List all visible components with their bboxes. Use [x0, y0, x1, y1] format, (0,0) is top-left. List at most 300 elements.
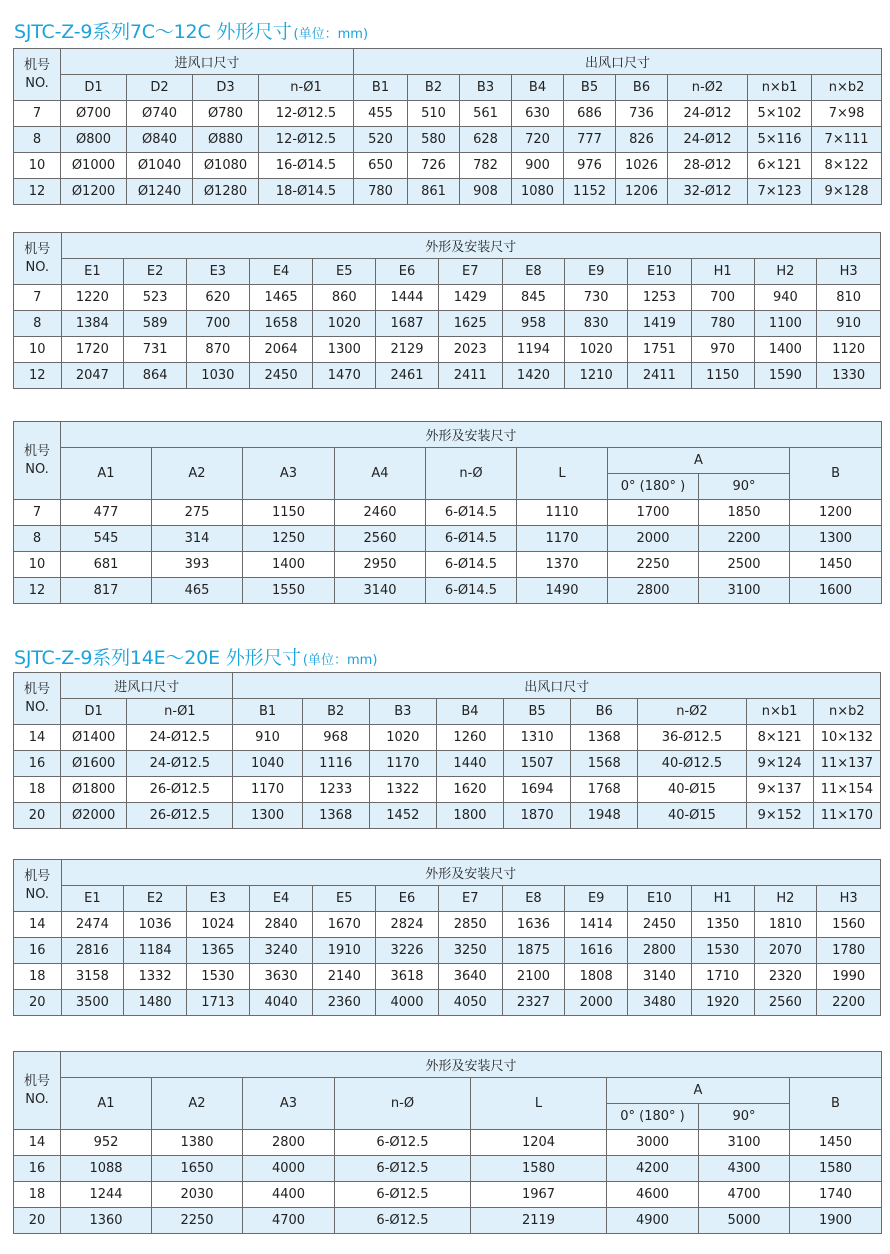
col-header: B6 — [571, 699, 638, 725]
table-cell: 1244 — [61, 1182, 152, 1208]
col-header: E7 — [438, 886, 502, 912]
table-cell: 5000 — [699, 1208, 790, 1234]
table-cell: 782 — [460, 153, 512, 179]
col-header: H3 — [817, 259, 881, 285]
col-header: E3 — [186, 886, 249, 912]
table-cell: 1030 — [186, 363, 249, 389]
table-row — [14, 179, 882, 205]
table-cell: 2200 — [817, 990, 881, 1016]
table-cell: 2800 — [243, 1130, 335, 1156]
table-cell: Ø1280 — [193, 179, 259, 205]
table-cell: 5×116 — [748, 127, 812, 153]
table-row — [14, 153, 882, 179]
a-angle-header: A — [607, 1078, 790, 1104]
table-cell: 1480 — [124, 990, 187, 1016]
table-cell: 700 — [186, 311, 249, 337]
table-cell: 16-Ø14.5 — [259, 153, 354, 179]
machine-no-label: 机号 — [23, 1073, 50, 1089]
col-header: D1 — [61, 75, 127, 101]
machine-no-header — [14, 673, 61, 725]
table-cell: 2800 — [608, 578, 699, 604]
col-header: E9 — [565, 259, 628, 285]
table-cell: 561 — [460, 101, 512, 127]
table-cell: 32-Ø12 — [668, 179, 748, 205]
table-cell: 1450 — [790, 552, 882, 578]
table-cell: 3630 — [249, 964, 313, 990]
table-cell: 314 — [152, 526, 243, 552]
table-cell: 686 — [564, 101, 616, 127]
table-cell: 2360 — [313, 990, 376, 1016]
col-header: E2 — [124, 259, 187, 285]
table-cell: 18-Ø14.5 — [259, 179, 354, 205]
machine-no-label-en: NO. — [25, 1091, 49, 1107]
col-header: n×b1 — [746, 699, 813, 725]
col-header: n×b2 — [813, 699, 880, 725]
table-cell: 465 — [152, 578, 243, 604]
col-header: n×b2 — [812, 75, 882, 101]
machine-no-label-en: NO. — [25, 886, 50, 902]
machine-no-cell: 18 — [14, 777, 61, 803]
table-cell: 1300 — [313, 337, 376, 363]
b-header: B — [790, 448, 882, 500]
table-cell: 3140 — [628, 964, 692, 990]
col-header: n-Ø1 — [259, 75, 354, 101]
table-cell: 968 — [302, 725, 369, 751]
col-header: B1 — [233, 699, 302, 725]
table-cell: 4200 — [607, 1156, 699, 1182]
table-cell: Ø800 — [61, 127, 127, 153]
table-row — [14, 285, 881, 311]
col-header: B4 — [436, 699, 503, 725]
machine-no-cell: 20 — [14, 1208, 61, 1234]
machine-no-label-en: NO. — [25, 75, 49, 91]
table-cell: 12-Ø12.5 — [259, 101, 354, 127]
table-cell: 730 — [565, 285, 628, 311]
table-cell: 1020 — [565, 337, 628, 363]
table-cell: Ø700 — [61, 101, 127, 127]
group-header: 外形及安装尺寸 — [61, 1052, 882, 1078]
table-cell: 780 — [691, 311, 754, 337]
table-row — [14, 990, 881, 1016]
table-cell: 1024 — [186, 912, 249, 938]
table-row — [14, 311, 881, 337]
table-row — [14, 127, 882, 153]
table-cell: 5×102 — [748, 101, 812, 127]
table-cell: Ø740 — [127, 101, 193, 127]
table-cell: 1150 — [243, 500, 335, 526]
table-cell: 3100 — [699, 1130, 790, 1156]
table-cell: 1170 — [369, 751, 436, 777]
table-row — [14, 101, 882, 127]
table-cell: 1670 — [313, 912, 376, 938]
machine-no-cell: 10 — [14, 552, 61, 578]
table-cell: 1580 — [790, 1156, 882, 1182]
table-cell: 7×123 — [748, 179, 812, 205]
table-cell: 3240 — [249, 938, 313, 964]
table-cell: 6-Ø14.5 — [426, 526, 517, 552]
table-cell: 4700 — [243, 1208, 335, 1234]
table-cell: 4000 — [243, 1156, 335, 1182]
table-cell: 1507 — [504, 751, 571, 777]
table-cell: 1368 — [302, 803, 369, 829]
table-cell: 7×98 — [812, 101, 882, 127]
table-cell: 1560 — [817, 912, 881, 938]
table-cell: 580 — [408, 127, 460, 153]
table-cell: 1450 — [790, 1130, 882, 1156]
table-cell: 2816 — [61, 938, 124, 964]
table-cell: 2119 — [471, 1208, 607, 1234]
table-cell: 861 — [408, 179, 460, 205]
col-header: E9 — [565, 886, 628, 912]
table-cell: 2064 — [249, 337, 313, 363]
table-row — [14, 751, 881, 777]
table-row — [14, 1182, 882, 1208]
table-cell: 2100 — [502, 964, 565, 990]
table-row — [14, 1208, 882, 1234]
table-cell: 3640 — [438, 964, 502, 990]
table-cell: Ø1200 — [61, 179, 127, 205]
machine-no-label-en: NO. — [25, 699, 49, 715]
table-row — [14, 526, 882, 552]
col-header: B2 — [302, 699, 369, 725]
table-cell: 1330 — [817, 363, 881, 389]
table-cell: 1419 — [628, 311, 692, 337]
col-header: E10 — [628, 886, 692, 912]
table-cell: 11×170 — [813, 803, 880, 829]
table-cell: Ø2000 — [61, 803, 127, 829]
col-header: n×b1 — [748, 75, 812, 101]
table-cell: 1400 — [754, 337, 817, 363]
group-header: 外形及安装尺寸 — [61, 422, 882, 448]
machine-no-cell: 14 — [14, 725, 61, 751]
table-cell: Ø1400 — [61, 725, 127, 751]
machine-no-cell: 16 — [14, 751, 61, 777]
table-cell: 6-Ø14.5 — [426, 552, 517, 578]
col-header: E2 — [124, 886, 187, 912]
table-cell: 3500 — [61, 990, 124, 1016]
table-cell: 1253 — [628, 285, 692, 311]
table-cell: 976 — [564, 153, 616, 179]
col-header: E7 — [438, 259, 502, 285]
col-header: L — [517, 448, 608, 500]
machine-no-cell: 10 — [14, 337, 62, 363]
table-cell: 1260 — [436, 725, 503, 751]
table-cell: 1530 — [691, 938, 754, 964]
table-cell: 1300 — [233, 803, 302, 829]
table-cell: Ø1000 — [61, 153, 127, 179]
table-cell: 870 — [186, 337, 249, 363]
table-cell: 1713 — [186, 990, 249, 1016]
table-cell: 1625 — [438, 311, 502, 337]
col-header: H2 — [754, 259, 817, 285]
a-angle-header: A — [608, 448, 790, 474]
table-cell: Ø840 — [127, 127, 193, 153]
table-cell: 1036 — [124, 912, 187, 938]
table-cell: 1200 — [790, 500, 882, 526]
table-cell: 1948 — [571, 803, 638, 829]
machine-no-header — [14, 233, 62, 285]
table-cell: 3158 — [61, 964, 124, 990]
table-cell: 1650 — [152, 1156, 243, 1182]
table-cell: 1414 — [565, 912, 628, 938]
inlet-outlet-table-7c-12c — [13, 48, 882, 205]
table-cell: 6-Ø14.5 — [426, 500, 517, 526]
table-cell: 4400 — [243, 1182, 335, 1208]
col-header: E4 — [249, 259, 313, 285]
table-cell: 731 — [124, 337, 187, 363]
table-cell: 2411 — [628, 363, 692, 389]
col-header: E10 — [628, 259, 692, 285]
col-header: H1 — [691, 259, 754, 285]
col-header: H1 — [691, 886, 754, 912]
table-cell: 477 — [61, 500, 152, 526]
inlet-header: 进风口尺寸 — [61, 49, 354, 75]
table-cell: 2000 — [565, 990, 628, 1016]
table-cell: 1152 — [564, 179, 616, 205]
col-header: B3 — [460, 75, 512, 101]
table-cell: 1870 — [504, 803, 571, 829]
table-cell: 4040 — [249, 990, 313, 1016]
table-cell: 3140 — [335, 578, 426, 604]
table-cell: 1120 — [817, 337, 881, 363]
table-cell: 1110 — [517, 500, 608, 526]
table-cell: 1440 — [436, 751, 503, 777]
table-cell: 1206 — [616, 179, 668, 205]
a-sub-header: 90° — [699, 1104, 790, 1130]
table-cell: 6×121 — [748, 153, 812, 179]
col-header: A4 — [335, 448, 426, 500]
table-cell: 2411 — [438, 363, 502, 389]
table-cell: 628 — [460, 127, 512, 153]
table-row — [14, 1130, 882, 1156]
machine-no-cell: 10 — [14, 153, 61, 179]
table-cell: 24-Ø12.5 — [127, 751, 233, 777]
table-cell: 8×121 — [746, 725, 813, 751]
table-cell: 1026 — [616, 153, 668, 179]
table-cell: 2129 — [376, 337, 439, 363]
table-cell: 1590 — [754, 363, 817, 389]
outline-dim-table-a-14e-20e — [13, 1051, 882, 1234]
table-row — [14, 725, 881, 751]
table-cell: 1184 — [124, 938, 187, 964]
col-header: B3 — [369, 699, 436, 725]
table-cell: 1800 — [436, 803, 503, 829]
table-cell: 1780 — [817, 938, 881, 964]
col-header: n-Ø2 — [668, 75, 748, 101]
machine-no-cell: 14 — [14, 1130, 61, 1156]
table-cell: 900 — [512, 153, 564, 179]
table-cell: 1710 — [691, 964, 754, 990]
table-row — [14, 500, 882, 526]
table-cell: 545 — [61, 526, 152, 552]
table-cell: 2140 — [313, 964, 376, 990]
col-header: E5 — [313, 886, 376, 912]
table-cell: Ø1080 — [193, 153, 259, 179]
table-cell: 9×137 — [746, 777, 813, 803]
table-row — [14, 912, 881, 938]
col-header: B5 — [504, 699, 571, 725]
table-cell: 8×122 — [812, 153, 882, 179]
table-cell: 36-Ø12.5 — [638, 725, 746, 751]
table-cell: 11×154 — [813, 777, 880, 803]
table-cell: 2030 — [152, 1182, 243, 1208]
table-cell: 1658 — [249, 311, 313, 337]
table-cell: 1900 — [790, 1208, 882, 1234]
table-cell: 1470 — [313, 363, 376, 389]
table-cell: 2200 — [699, 526, 790, 552]
col-header: B6 — [616, 75, 668, 101]
col-header: E3 — [186, 259, 249, 285]
table-cell: 726 — [408, 153, 460, 179]
machine-no-header — [14, 49, 61, 101]
table-cell: 4000 — [376, 990, 439, 1016]
table-cell: 2474 — [61, 912, 124, 938]
table-cell: 2250 — [152, 1208, 243, 1234]
machine-no-header — [14, 422, 61, 500]
table-row — [14, 552, 882, 578]
col-header: B1 — [354, 75, 408, 101]
table-cell: 510 — [408, 101, 460, 127]
col-header: D2 — [127, 75, 193, 101]
col-header: n-Ø — [335, 1078, 471, 1130]
table-cell: 1210 — [565, 363, 628, 389]
table-cell: 6-Ø12.5 — [335, 1182, 471, 1208]
table-cell: 2460 — [335, 500, 426, 526]
outlet-header: 出风口尺寸 — [233, 673, 881, 699]
table-cell: 1600 — [790, 578, 882, 604]
table-cell: 523 — [124, 285, 187, 311]
table-cell: 1452 — [369, 803, 436, 829]
col-header: A2 — [152, 448, 243, 500]
table-cell: 1020 — [369, 725, 436, 751]
table-cell: 24-Ø12 — [668, 101, 748, 127]
table-cell: 40-Ø12.5 — [638, 751, 746, 777]
table-cell: 1700 — [608, 500, 699, 526]
table-cell: 910 — [233, 725, 302, 751]
table-cell: 2560 — [754, 990, 817, 1016]
table-cell: 1444 — [376, 285, 439, 311]
table-cell: 2023 — [438, 337, 502, 363]
col-header: E8 — [502, 259, 565, 285]
table-cell: 1194 — [502, 337, 565, 363]
table-cell: 1310 — [504, 725, 571, 751]
table-cell: 908 — [460, 179, 512, 205]
table-cell: 2840 — [249, 912, 313, 938]
table-cell: 275 — [152, 500, 243, 526]
table-cell: 1384 — [61, 311, 124, 337]
table-cell: 1322 — [369, 777, 436, 803]
table-cell: 777 — [564, 127, 616, 153]
section-title-text: SJTC-Z-9系列7C～12C 外形尺寸 — [14, 21, 292, 43]
table-cell: 1967 — [471, 1182, 607, 1208]
outlet-header: 出风口尺寸 — [354, 49, 882, 75]
table-cell: 1020 — [313, 311, 376, 337]
table-cell: 650 — [354, 153, 408, 179]
table-cell: 2950 — [335, 552, 426, 578]
table-cell: 1490 — [517, 578, 608, 604]
table-row — [14, 803, 881, 829]
table-cell: 1740 — [790, 1182, 882, 1208]
table-cell: 6-Ø14.5 — [426, 578, 517, 604]
table-cell: 10×132 — [813, 725, 880, 751]
table-cell: 3480 — [628, 990, 692, 1016]
table-cell: 2560 — [335, 526, 426, 552]
table-cell: 2850 — [438, 912, 502, 938]
table-cell: 1088 — [61, 1156, 152, 1182]
table-cell: 3226 — [376, 938, 439, 964]
table-row — [14, 1156, 882, 1182]
table-cell: 1170 — [517, 526, 608, 552]
table-cell: 720 — [512, 127, 564, 153]
table-row — [14, 363, 881, 389]
table-cell: 864 — [124, 363, 187, 389]
col-header: E6 — [376, 886, 439, 912]
col-header: A3 — [243, 1078, 335, 1130]
machine-no-cell: 16 — [14, 938, 62, 964]
table-cell: 1616 — [565, 938, 628, 964]
col-header: D3 — [193, 75, 259, 101]
table-cell: 6-Ø12.5 — [335, 1156, 471, 1182]
table-cell: 4300 — [699, 1156, 790, 1182]
machine-no-cell: 12 — [14, 363, 62, 389]
table-cell: 24-Ø12 — [668, 127, 748, 153]
col-header: E1 — [61, 259, 124, 285]
machine-no-label: 机号 — [24, 681, 51, 697]
table-cell: 1636 — [502, 912, 565, 938]
machine-no-label: 机号 — [23, 57, 50, 73]
machine-no-cell: 12 — [14, 179, 61, 205]
table-row — [14, 964, 881, 990]
inlet-outlet-table-14e-20e — [13, 672, 881, 829]
b-header: B — [790, 1078, 882, 1130]
machine-no-cell: 16 — [14, 1156, 61, 1182]
table-cell: 1990 — [817, 964, 881, 990]
table-cell: 24-Ø12.5 — [127, 725, 233, 751]
col-header: E8 — [502, 886, 565, 912]
table-row — [14, 578, 882, 604]
table-cell: 2450 — [628, 912, 692, 938]
section-title — [14, 17, 368, 44]
machine-no-cell: 8 — [14, 526, 61, 552]
col-header: E6 — [376, 259, 439, 285]
machine-no-cell: 8 — [14, 127, 61, 153]
col-header: n-Ø — [426, 448, 517, 500]
table-cell: 12-Ø12.5 — [259, 127, 354, 153]
table-cell: Ø1600 — [61, 751, 127, 777]
col-header: B4 — [512, 75, 564, 101]
table-cell: 1116 — [302, 751, 369, 777]
table-cell: 9×124 — [746, 751, 813, 777]
table-cell: 40-Ø15 — [638, 803, 746, 829]
machine-no-label: 机号 — [24, 241, 51, 257]
table-cell: 4050 — [438, 990, 502, 1016]
table-cell: 1400 — [243, 552, 335, 578]
table-cell: Ø1040 — [127, 153, 193, 179]
table-cell: 1620 — [436, 777, 503, 803]
table-cell: 826 — [616, 127, 668, 153]
machine-no-label-en: NO. — [25, 259, 50, 275]
a-sub-header: 90° — [699, 474, 790, 500]
col-header: A2 — [152, 1078, 243, 1130]
col-header: A1 — [61, 448, 152, 500]
table-cell: 860 — [313, 285, 376, 311]
table-cell: 940 — [754, 285, 817, 311]
machine-no-header — [14, 1052, 61, 1130]
table-cell: 1429 — [438, 285, 502, 311]
inlet-header: 进风口尺寸 — [61, 673, 233, 699]
table-cell: 2047 — [61, 363, 124, 389]
col-header: n-Ø2 — [638, 699, 746, 725]
